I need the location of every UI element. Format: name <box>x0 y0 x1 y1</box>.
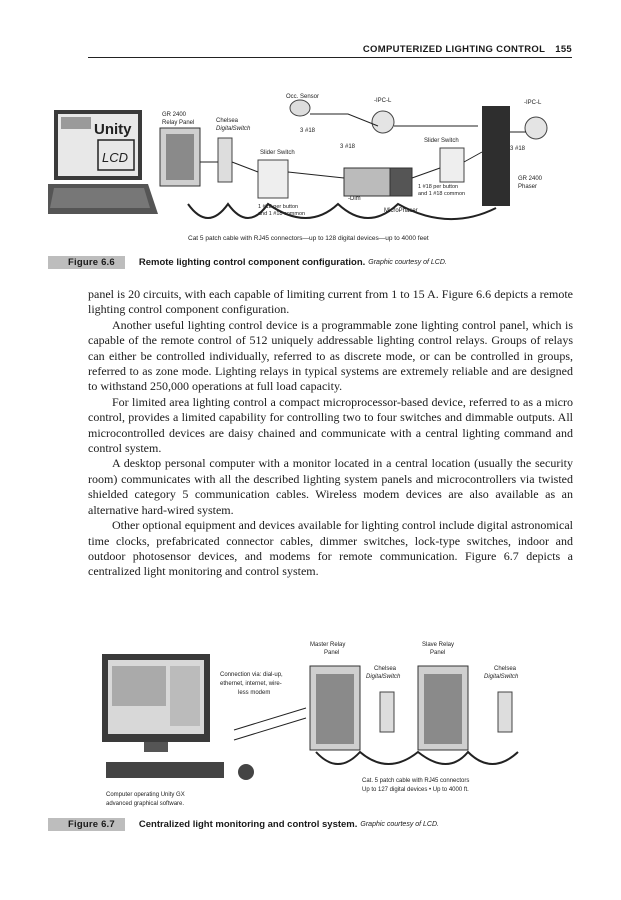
computer-label-1: Computer operating Unity GX <box>106 792 185 798</box>
paragraph-5: Other optional equipment and devices available for lighting control include digital astronomical time clocks, prefabricated connector cables, dimmer switches, lock-type switches, indoor and outdoor photosensor devices, and modems for remote communication. Figure 6.7 depicts a centralized light monitoring and control system. <box>88 518 573 579</box>
ipc-l-label-2: -IPC-L <box>524 100 542 106</box>
cat5-label-2: Up to 127 digital devices • Up to 4000 ft. <box>362 787 469 793</box>
slave-relay-panel <box>418 642 468 750</box>
figure-6-6-illustration <box>48 92 578 252</box>
running-header <box>88 44 572 58</box>
connection-label-2: ethernet, internet, wire- <box>220 681 282 687</box>
paragraph-4: A desktop personal computer with a monitor located in a central location (usually the security room) communicates with all the described lighting system panels and microcontrollers via twisted shielded category 5 communication cables. Wireless modem devices are also available as an alternative hard-wired system. <box>88 456 573 517</box>
ipc-l-sensor-2 <box>524 100 547 139</box>
chelsea-label-1: Chelsea <box>374 666 397 672</box>
running-title: COMPUTERIZED LIGHTING CONTROL <box>362 44 546 55</box>
chelsea-label-2: Chelsea <box>494 666 517 672</box>
slider-switch-2 <box>424 138 464 182</box>
digital-switch-label-1: DigitalSwitch <box>366 674 401 680</box>
slider-switch-1 <box>258 150 295 198</box>
dim-label: -Dim <box>348 196 361 202</box>
chelsea-switch-master <box>366 666 401 732</box>
gr2400-relay-label: GR 2400 <box>162 112 187 118</box>
digital-switch-label: DigitalSwitch <box>216 126 251 132</box>
figure-6-7-illustration <box>48 636 578 812</box>
connection-label-1: Connection via: dial-up, <box>220 672 283 678</box>
computer-label-2: advanced graphical software. <box>106 801 185 807</box>
chelsea-switch-1 <box>216 118 251 182</box>
gr2400-phaser-label: GR 2400 <box>518 176 543 182</box>
slave-relay-label-2: Panel <box>430 650 446 656</box>
connection-label-3: less modem <box>238 690 271 696</box>
wire-label-b: 3 #18 <box>340 144 356 150</box>
master-relay-label-1: Master Relay <box>310 642 346 648</box>
figure-6-6-caption <box>48 256 578 269</box>
page-number: 155 <box>555 44 572 55</box>
figure-6-7-caption <box>48 818 578 831</box>
paragraph-3: For limited area lighting control a compact microprocessor-based device, referred to as a micro control, provides a limited capability for controlling two to four switches and dimmable outputs. All microcontrolled devices are daisy chained and communicate with a central lighting command and control system. <box>88 394 573 456</box>
chelsea-switch-slave <box>484 666 519 732</box>
wire-label-a: 3 #18 <box>300 128 316 134</box>
body-text <box>88 287 573 580</box>
master-relay-label-2: Panel <box>324 650 340 656</box>
per-button-label-2a: 1 #18 per button <box>418 184 459 190</box>
wire-label-c: 3 #18 <box>510 146 526 152</box>
figure-6-7-title: Centralized light monitoring and control system. <box>138 819 358 830</box>
cat5-cable-label: Cat 5 patch cable with RJ45 connectors—up to 128 digital devices—up to 4000 feet <box>188 235 429 242</box>
figure-6-7-credit: Graphic courtesy of LCD. <box>360 821 439 828</box>
slider-switch-label-1: Slider Switch <box>260 150 295 156</box>
ipc-l-label-1: -IPC-L <box>374 98 392 104</box>
figure-6-6-tag: Figure 6.6 <box>48 256 125 269</box>
digital-switch-label-2: DigitalSwitch <box>484 674 519 680</box>
slave-relay-label-1: Slave Relay <box>422 642 455 648</box>
master-relay-panel <box>310 642 360 750</box>
gr2400-relay-panel <box>160 112 200 186</box>
per-button-label-1a: 1 #18 per button <box>258 204 299 210</box>
figure-6-7-tag: Figure 6.7 <box>48 818 125 831</box>
cat5-label-1: Cat. 5 patch cable with RJ45 connectors <box>362 778 470 784</box>
per-button-label-2b: and 1 #18 common <box>418 191 466 197</box>
paragraph-1: panel is 20 circuits, with each capable of limiting current from 1 to 15 A. Figure 6.6 depicts a remote lighting control component configuration. <box>88 287 573 317</box>
dim-controller <box>344 168 396 202</box>
occupancy-sensor <box>286 94 319 116</box>
microphaser-label: MicroPhaser <box>384 208 418 214</box>
lcd-logo-text: LCD <box>102 150 129 165</box>
paragraph-2: Another useful lighting control device is a programmable zone lighting control panel, which is capable of the remote control of 512 uniquely addressable lighting control relays. Groups of relays can either be controlled individually, referred to as discrete mode, or can be controlled in groups, referred to as zone mode. Lighting relays in typical systems are extremely reliable and are designed to withstand 250,000 operations at full load capacity. <box>88 317 573 394</box>
laptop-illustration <box>48 110 158 214</box>
phaser-label: Phaser <box>518 184 538 190</box>
chelsea-label: Chelsea <box>216 118 239 124</box>
ipc-l-sensor-1 <box>372 98 394 133</box>
figure-6-6-title: Remote lighting control component configuration. <box>138 257 366 268</box>
figure-6-6-credit: Graphic courtesy of LCD. <box>368 259 447 266</box>
unity-logo-text: Unity <box>94 121 132 138</box>
per-button-label-1b: and 1 #18 common <box>258 211 306 217</box>
relay-panel-label: Relay Panel <box>162 120 195 126</box>
slider-switch-label-2: Slider Switch <box>424 138 459 144</box>
occ-sensor-label: Occ. Sensor <box>286 94 320 100</box>
